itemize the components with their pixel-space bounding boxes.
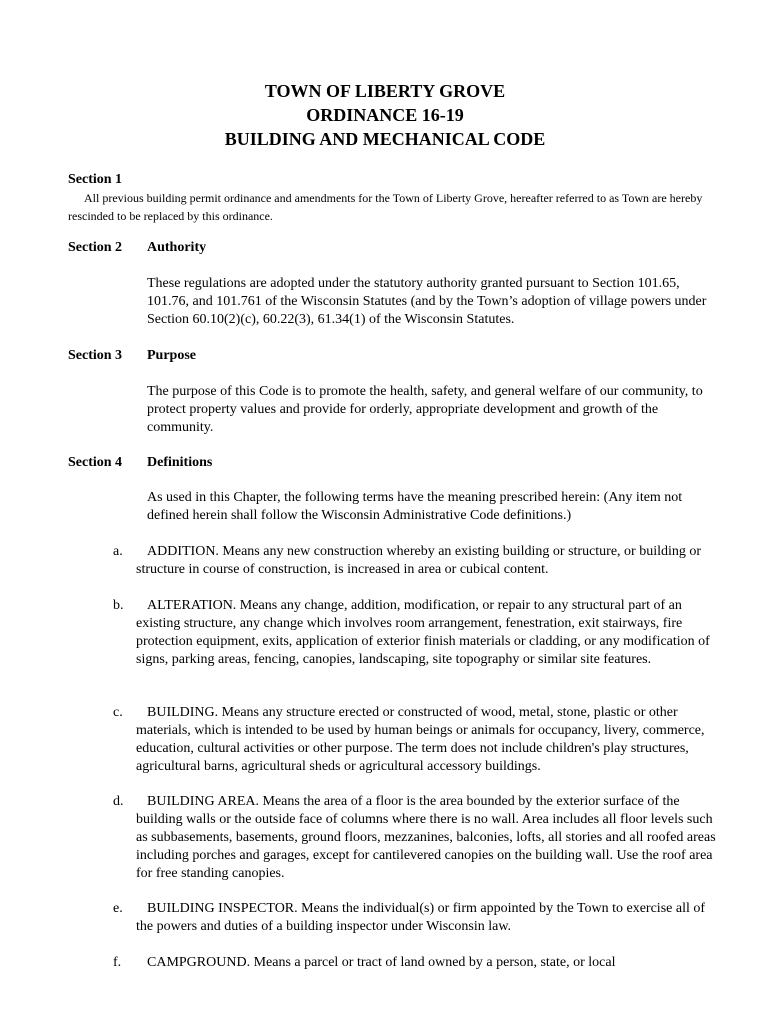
section-4-intro: As used in this Chapter, the following terms have the meaning prescribed herein: (Any item not defined herein shall follow the Wisconsin Administrative Code definitions.) <box>147 490 683 523</box>
definition-building-inspector: BUILDING INSPECTOR. Means the individual(s) or firm appointed by the Town to exercise all of the powers and duties of a building inspector under Wisconsin law. <box>136 901 706 934</box>
definition-letter-c: c. <box>113 705 123 720</box>
section-2-number: Section 2 <box>68 240 123 255</box>
title-code: BUILDING AND MECHANICAL CODE <box>224 129 546 149</box>
title-ordinance: ORDINANCE 16-19 <box>306 105 464 125</box>
definition-letter-d: d. <box>113 794 124 809</box>
title-town: TOWN OF LIBERTY GROVE <box>264 81 506 101</box>
section-2-text: These regulations are adopted under the statutory authority granted pursuant to Section 101.65, 101.76, and 101.761 of the Wisconsin Statutes (and by the Town’s adoption of village powers under Section 60.10(2)(c), 60.22(3), 61.34(1) of the Wisconsin Statutes. <box>147 276 707 327</box>
definition-building: BUILDING. Means any structure erected or constructed of wood, metal, stone, plastic or other materials, which is intended to be used by human beings or animals for occupancy, livery, commerce, education, cultural activities or other purpose. The term does not include children's play structures, agricultural barns, agricultural sheds or agricultural accessory buildings. <box>136 705 705 774</box>
section-1-text: All previous building permit ordinance and amendments for the Town of Liberty Grove, hereafter referred to as Town are hereby rescinded to be replaced by this ordinance. <box>68 191 703 223</box>
definition-letter-e: e. <box>113 901 123 916</box>
document-title <box>0 79 770 151</box>
section-2-title: Authority <box>147 240 207 255</box>
definition-letter-b: b. <box>113 598 124 613</box>
section-3-number: Section 3 <box>68 348 123 363</box>
definition-letter-f: f. <box>113 955 122 970</box>
definition-addition: ADDITION. Means any new construction whereby an existing building or structure, or building or structure in course of construction, is increased in area or cubical content. <box>136 544 702 577</box>
definition-building-area: BUILDING AREA. Means the area of a floor is the area bounded by the exterior surface of the building walls or the outside face of columns where there is no wall. Area includes all floor levels such as subbasements, basements, ground floors, mezzanines, balconies, lofts, all stories and all roofed areas including porches and garages, except for cantilevered canopies on the building wall. Use the roof area for free standing canopies. <box>136 794 716 881</box>
section-3-text: The purpose of this Code is to promote the health, safety, and general welfare of our community, to protect property values and provide for orderly, appropriate development and growth of the community. <box>147 384 703 435</box>
definition-alteration: ALTERATION. Means any change, addition, modification, or repair to any structural part of an existing structure, any change which involves room arrangement, fenestration, exit stairways, fire protection equipment, exits, application of exterior finish materials or cladding, or any modification of signs, parking areas, fencing, canopies, landscaping, site topography or similar site features. <box>136 598 710 667</box>
definition-letter-a: a. <box>113 544 123 559</box>
section-4-number: Section 4 <box>68 455 123 470</box>
section-4-title: Definitions <box>147 455 213 470</box>
definition-campground: CAMPGROUND. Means a parcel or tract of land owned by a person, state, or local <box>147 955 616 970</box>
section-1-heading: Section 1 <box>68 172 123 187</box>
section-3-title: Purpose <box>147 348 196 363</box>
